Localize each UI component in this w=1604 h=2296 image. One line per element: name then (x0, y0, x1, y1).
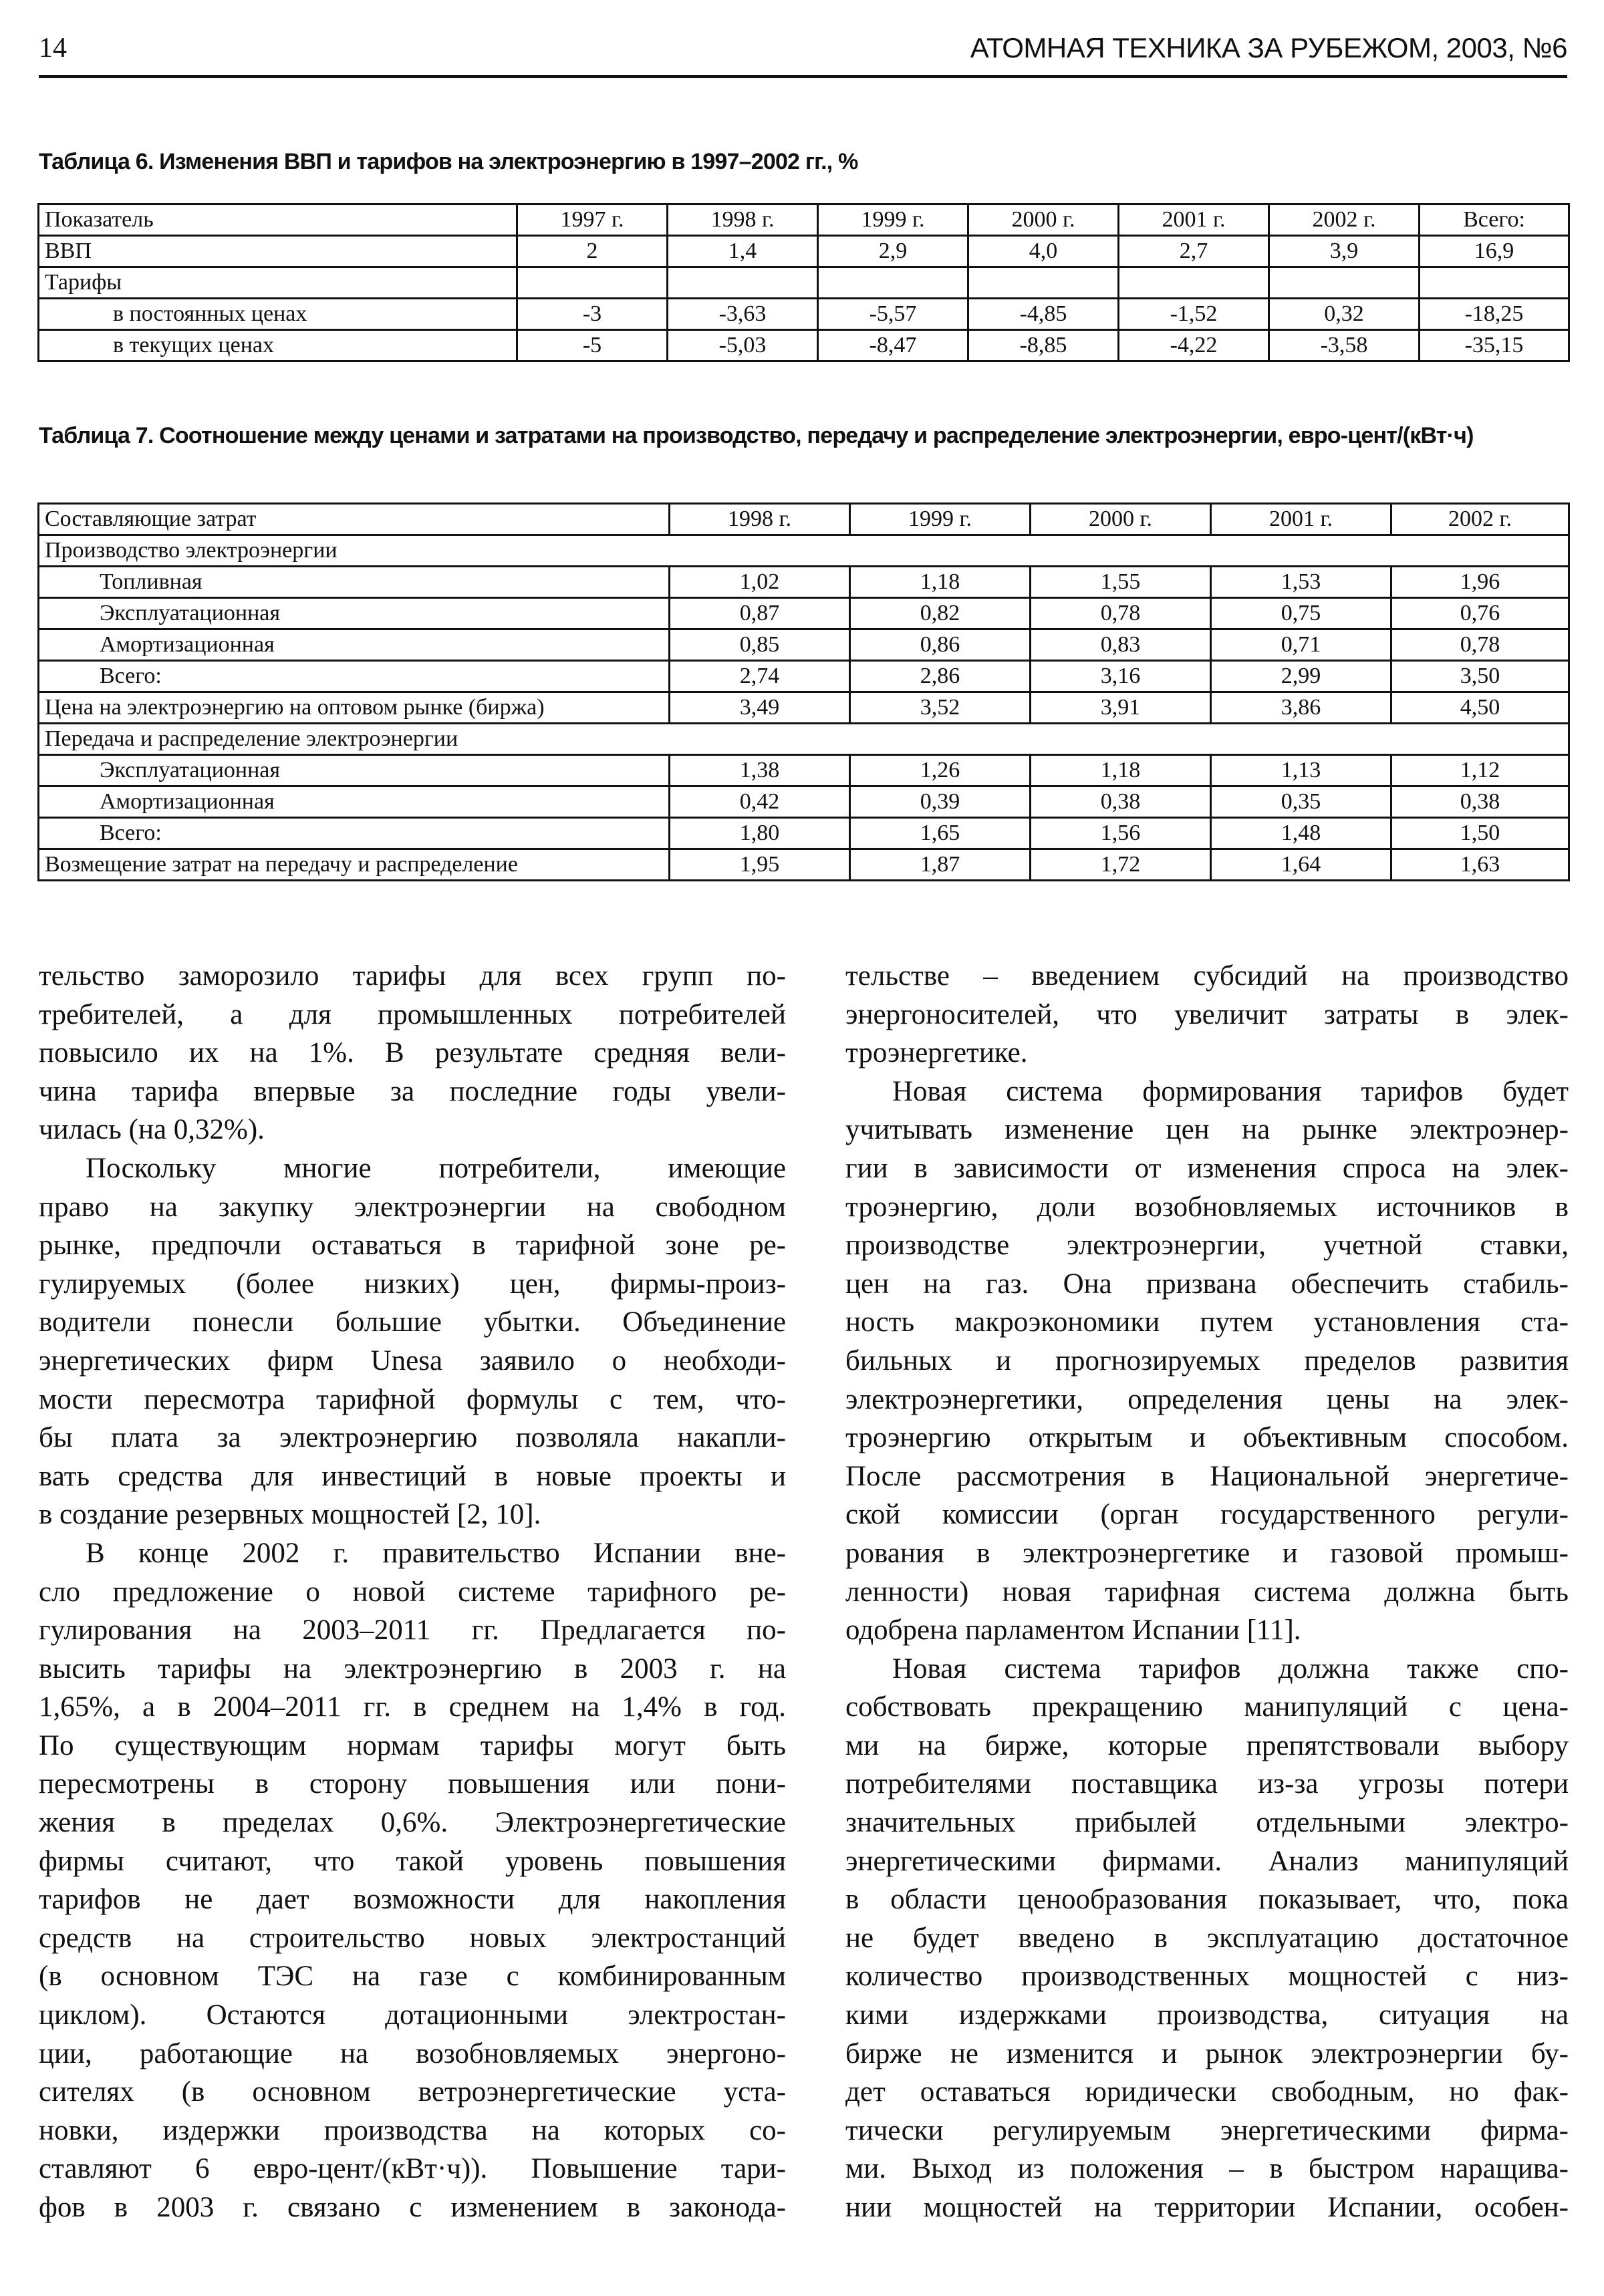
text-line: не будет введено в эксплуатацию достаточное (845, 1922, 1569, 1954)
cell-value: 0,78 (1391, 629, 1569, 661)
text-line: ставляют 6 евро-цент/(кВт·ч)). Повышение тари- (39, 2153, 786, 2185)
table-row (39, 818, 1569, 849)
row-label: Эксплуатационная (39, 755, 670, 786)
table7-caption: Таблица 7. Соотношение между ценами и затратами на производство, передачу и распределение электроэнергии, евро-цент/(кВт·ч) (39, 423, 1474, 448)
table6-header-cell: 2000 г. (968, 204, 1119, 236)
row-label: Всего: (39, 661, 670, 692)
table6-header-cell: Показатель (39, 204, 517, 236)
text-line: троэнергию, доли возобновляемых источников в (845, 1191, 1569, 1223)
text-line: электроэнергетики, определения цены на элек- (845, 1383, 1569, 1415)
row-label: в постоянных ценах (39, 299, 517, 330)
cell-value: -4,85 (968, 299, 1119, 330)
section-label: Производство электроэнергии (39, 535, 1569, 567)
cell-empty (517, 267, 668, 299)
cell-value: -3 (517, 299, 668, 330)
cell-value: 3,49 (670, 692, 850, 724)
text-line: повысило их на 1%. В результате средняя вели- (39, 1037, 786, 1069)
row-label: Амортизационная (39, 786, 670, 818)
text-line: циклом). Остаются дотационными электростан- (39, 1999, 786, 2031)
row-label: Амортизационная (39, 629, 670, 661)
table-row (39, 299, 1569, 330)
cell-value: 3,91 (1031, 692, 1211, 724)
cell-value: 0,75 (1211, 598, 1391, 629)
text-line: высить тарифы на электроэнергию в 2003 г. на (39, 1653, 786, 1685)
text-line: водители понесли большие убытки. Объединение (39, 1306, 786, 1338)
cell-value: 1,65 (850, 818, 1031, 849)
cell-value: 1,87 (850, 849, 1031, 881)
text-line: После рассмотрения в Национальной энергетиче- (845, 1460, 1569, 1492)
cell-value: 1,72 (1031, 849, 1211, 881)
cell-value: 2,7 (1119, 236, 1269, 267)
text-line: дет оставаться юридически свободным, но фак- (845, 2076, 1569, 2108)
cell-value: 1,13 (1211, 755, 1391, 786)
table6-header-cell: 1998 г. (668, 204, 818, 236)
text-line: По существующим нормам тарифы могут быть (39, 1729, 786, 1761)
text-line: сителях (в основном ветроэнергетические уста- (39, 2076, 786, 2108)
body-column-right (845, 957, 1569, 2227)
cell-value: 1,95 (670, 849, 850, 881)
table-row (39, 849, 1569, 881)
table6-header-cell: 2002 г. (1269, 204, 1420, 236)
cell-value: 1,02 (670, 567, 850, 598)
row-label: Возмещение затрат на передачу и распределение (39, 849, 670, 881)
cell-value: 1,18 (850, 567, 1031, 598)
text-line: собствовать прекращению манипуляций с цена- (845, 1691, 1569, 1723)
table6-header-cell: 2001 г. (1119, 204, 1269, 236)
table6 (37, 203, 1570, 362)
table-row (39, 330, 1569, 362)
text-line: мости пересмотра тарифной формулы с тем, что- (39, 1383, 786, 1415)
row-label: Всего: (39, 818, 670, 849)
cell-value: 0,78 (1031, 598, 1211, 629)
cell-value: 0,39 (850, 786, 1031, 818)
text-line: значительных прибылей отдельными электро- (845, 1807, 1569, 1839)
row-label: Тарифы (39, 267, 517, 299)
text-line: рынке, предпочли оставаться в тарифной зоне ре- (39, 1230, 786, 1262)
cell-empty (1420, 267, 1569, 299)
text-line: чилась (на 0,32%). (39, 1114, 265, 1146)
cell-value: 1,63 (1391, 849, 1569, 881)
text-line: жения в пределах 0,6%. Электроэнергетические (39, 1807, 786, 1839)
text-line: ленности) новая тарифная система должна быть (845, 1576, 1569, 1608)
table7-header-cell: 2001 г. (1211, 504, 1391, 535)
cell-value: 1,18 (1031, 755, 1211, 786)
cell-value: 3,16 (1031, 661, 1211, 692)
text-line: тарифов не дает возможности для накопления (39, 1884, 786, 1916)
text-line: троэнергетике. (845, 1037, 1028, 1069)
table-section-row (39, 724, 1569, 755)
text-line: Поскольку многие потребители, имеющие (86, 1152, 786, 1184)
cell-value: 1,53 (1211, 567, 1391, 598)
row-label: Топливная (39, 567, 670, 598)
text-line: вать средства для инвестиций в новые проекты и (39, 1460, 786, 1492)
text-line: право на закупку электроэнергии на свободном (39, 1191, 786, 1223)
row-label: Цена на электроэнергию на оптовом рынке (биржа) (39, 692, 670, 724)
table7-header-cell: 1999 г. (850, 504, 1031, 535)
text-line: ность макроэкономики путем установления ста- (845, 1306, 1569, 1338)
cell-value: -3,63 (668, 299, 818, 330)
cell-value: 1,96 (1391, 567, 1569, 598)
text-line: гулирования на 2003–2011 гг. Предлагается по- (39, 1614, 786, 1646)
cell-value: 3,50 (1391, 661, 1569, 692)
text-line: чина тарифа впервые за последние годы увели- (39, 1075, 786, 1107)
table7-header-cell: 2002 г. (1391, 504, 1569, 535)
table6-header-cell: Всего: (1420, 204, 1569, 236)
cell-value: 0,87 (670, 598, 850, 629)
cell-value: -8,85 (968, 330, 1119, 362)
text-line: учитывать изменение цен на рынке электроэнер- (845, 1114, 1569, 1146)
cell-value: 3,52 (850, 692, 1031, 724)
body-column-left (39, 957, 786, 2227)
cell-value: 4,50 (1391, 692, 1569, 724)
cell-value: -4,22 (1119, 330, 1269, 362)
cell-value: 1,26 (850, 755, 1031, 786)
text-line: гии в зависимости от изменения спроса на элек- (845, 1152, 1569, 1184)
text-line: тельство заморозило тарифы для всех групп по- (39, 960, 786, 992)
table7 (37, 503, 1570, 881)
text-line: в создание резервных мощностей [2, 10]. (39, 1499, 541, 1531)
cell-value: 1,38 (670, 755, 850, 786)
cell-value: 0,83 (1031, 629, 1211, 661)
table7-header-cell: 2000 г. (1031, 504, 1211, 535)
text-line: ми на бирже, которые препятствовали выбору (845, 1729, 1569, 1761)
text-line: производстве электроэнергии, учетной ставки, (845, 1230, 1569, 1262)
cell-value: 0,86 (850, 629, 1031, 661)
cell-value: -3,58 (1269, 330, 1420, 362)
cell-value: -18,25 (1420, 299, 1569, 330)
text-line: сло предложение о новой системе тарифного ре- (39, 1576, 786, 1608)
cell-value: 1,12 (1391, 755, 1569, 786)
cell-value: 0,35 (1211, 786, 1391, 818)
cell-value: 0,82 (850, 598, 1031, 629)
text-line: ми. Выход из положения – в быстром наращива- (845, 2153, 1569, 2185)
text-line: бы плата за электроэнергию позволяла накапли- (39, 1422, 786, 1454)
text-line: одобрена парламентом Испании [11]. (845, 1614, 1301, 1646)
cell-value: 0,85 (670, 629, 850, 661)
row-label: ВВП (39, 236, 517, 267)
cell-value: -35,15 (1420, 330, 1569, 362)
table-row (39, 236, 1569, 267)
cell-value: 1,48 (1211, 818, 1391, 849)
table6-header-cell: 1997 г. (517, 204, 668, 236)
text-line: бильных и прогнозируемых пределов развития (845, 1344, 1569, 1377)
table-row (39, 661, 1569, 692)
cell-value: 1,50 (1391, 818, 1569, 849)
row-label: Эксплуатационная (39, 598, 670, 629)
cell-value: 2,86 (850, 661, 1031, 692)
cell-value: 3,9 (1269, 236, 1420, 267)
header-rule (39, 75, 1567, 78)
cell-empty (818, 267, 968, 299)
text-line: (в основном ТЭС на газе с комбинированным (39, 1961, 786, 1993)
cell-value: 2 (517, 236, 668, 267)
cell-value: -5 (517, 330, 668, 362)
text-line: троэнергию открытым и объективным способом. (845, 1422, 1569, 1454)
cell-value: 1,4 (668, 236, 818, 267)
cell-value: 4,0 (968, 236, 1119, 267)
table-row (39, 567, 1569, 598)
text-line: пересмотрены в сторону повышения или пони- (39, 1768, 786, 1800)
text-line: Новая система формирования тарифов будет (892, 1075, 1569, 1107)
table-row (39, 267, 1569, 299)
text-line: рования в электроэнергетике и газовой промыш- (845, 1537, 1569, 1569)
cell-value: 0,76 (1391, 598, 1569, 629)
text-line: ции, работающие на возобновляемых энергоно- (39, 2037, 786, 2069)
cell-value: -1,52 (1119, 299, 1269, 330)
text-line: требителей, а для промышленных потребителей (39, 998, 786, 1030)
cell-value: 1,64 (1211, 849, 1391, 881)
text-line: бирже не изменится и рынок электроэнергии бу- (845, 2037, 1569, 2069)
text-line: Новая система тарифов должна также спо- (892, 1653, 1569, 1685)
text-line: тельстве – введением субсидий на производство (845, 960, 1569, 992)
cell-value: 0,42 (670, 786, 850, 818)
cell-value: -8,47 (818, 330, 968, 362)
cell-value: 0,32 (1269, 299, 1420, 330)
cell-empty (1269, 267, 1420, 299)
cell-value: -5,57 (818, 299, 968, 330)
text-line: в области ценообразования показывает, что, пока (845, 1884, 1569, 1916)
running-title: АТОМНАЯ ТЕХНИКА ЗА РУБЕЖОМ, 2003, №6 (970, 32, 1567, 63)
table-row (39, 598, 1569, 629)
table-row (39, 786, 1569, 818)
table7-header-row (39, 504, 1569, 535)
text-line: цен на газ. Она призвана обеспечить стабиль- (845, 1268, 1569, 1300)
text-line: фов в 2003 г. связано с изменением в законода- (39, 2192, 786, 2223)
cell-value: 0,38 (1391, 786, 1569, 818)
table7-header-cell: 1998 г. (670, 504, 850, 535)
text-line: энергетических фирм Unesa заявило о необходи- (39, 1344, 786, 1377)
cell-value: 1,80 (670, 818, 850, 849)
text-line: 1,65%, а в 2004–2011 гг. в среднем на 1,4% в год. (39, 1691, 786, 1723)
text-line: энергетическими фирмами. Анализ манипуляций (845, 1845, 1569, 1877)
text-line: кими издержками производства, ситуация на (845, 1999, 1569, 2031)
table-row (39, 755, 1569, 786)
table-row (39, 692, 1569, 724)
table-row (39, 629, 1569, 661)
table6-header-row (39, 204, 1569, 236)
text-line: фирмы считают, что такой уровень повышения (39, 1845, 786, 1877)
text-line: ской комиссии (орган государственного регули- (845, 1499, 1569, 1531)
text-line: средств на строительство новых электростанций (39, 1922, 786, 1954)
table7-header-cell: Составляющие затрат (39, 504, 670, 535)
text-line: В конце 2002 г. правительство Испании вне- (86, 1537, 786, 1569)
cell-value: 0,71 (1211, 629, 1391, 661)
text-line: количество производственных мощностей с низ- (845, 1961, 1569, 1993)
text-line: гулируемых (более низких) цен, фирмы-произ- (39, 1268, 786, 1300)
cell-value: 16,9 (1420, 236, 1569, 267)
section-label: Передача и распределение электроэнергии (39, 724, 1569, 755)
cell-value: 2,74 (670, 661, 850, 692)
page-number: 14 (39, 33, 67, 63)
table-section-row (39, 535, 1569, 567)
row-label: в текущих ценах (39, 330, 517, 362)
cell-value: 0,38 (1031, 786, 1211, 818)
cell-value: 1,56 (1031, 818, 1211, 849)
table6-caption: Таблица 6. Изменения ВВП и тарифов на электроэнергию в 1997–2002 гг., % (39, 149, 858, 174)
cell-value: 1,55 (1031, 567, 1211, 598)
text-line: новки, издержки производства на которых со- (39, 2114, 786, 2146)
cell-value: 2,99 (1211, 661, 1391, 692)
text-line: энергоносителей, что увеличит затраты в элек- (845, 998, 1569, 1030)
cell-value: 2,9 (818, 236, 968, 267)
text-line: нии мощностей на территории Испании, особен- (845, 2192, 1569, 2223)
table6-header-cell: 1999 г. (818, 204, 968, 236)
cell-empty (668, 267, 818, 299)
cell-empty (968, 267, 1119, 299)
cell-empty (1119, 267, 1269, 299)
cell-value: -5,03 (668, 330, 818, 362)
cell-value: 3,86 (1211, 692, 1391, 724)
text-line: потребителями поставщика из-за угрозы потери (845, 1768, 1569, 1800)
text-line: тически регулируемым энергетическими фирма- (845, 2114, 1569, 2146)
